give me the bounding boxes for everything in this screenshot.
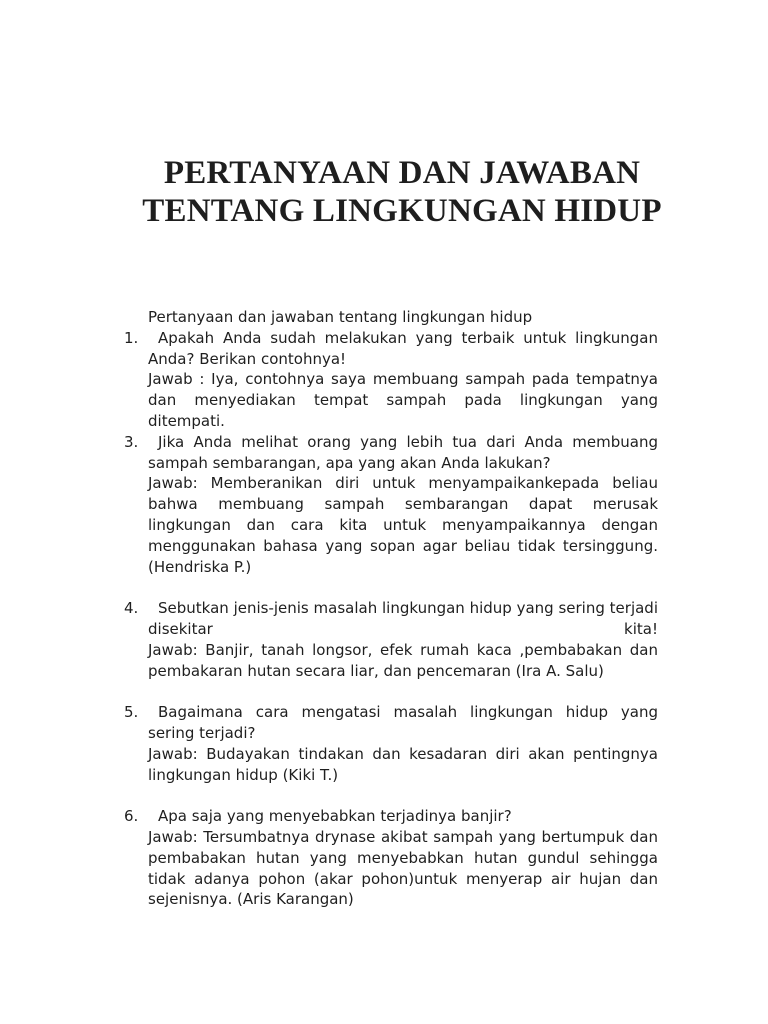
answer-text: Jawab : Iya, contohnya saya membuang sampah pada tempatnya dan menyediakan tempat sampah pada lingkungan yang ditempati.: [148, 370, 658, 430]
qa-item: [0, 598, 658, 681]
item-number: 5.: [124, 703, 139, 722]
question-text: Apa saja yang menyebabkan terjadinya banjir?: [158, 807, 512, 826]
answer-text: Jawab: Memberanikan diri untuk menyampaikankepada beliau bahwa membuang sampah sembarangan dapat merusak lingkungan dan cara kita untuk menyampaikannya dengan menggunakan bahasa yang sopan agar beliau tidak tersinggung. (Hendriska P.): [148, 474, 658, 576]
question-text: Apakah Anda sudah melakukan yang terbaik untuk lingkungan Anda? Berikan contohnya!: [148, 328, 658, 368]
question-text: Bagaimana cara mengatasi masalah lingkungan hidup yang sering terjadi?: [148, 703, 658, 742]
answer-text: Jawab: Tersumbatnya drynase akibat sampah yang bertumpuk dan pembabakan hutan yang menyebabkan hutan gundul sehingga tidak adanya pohon (akar pohon)untuk menyerap air hujan dan sejenisnya. (Aris Karangan): [148, 827, 658, 909]
qa-item: [0, 432, 658, 578]
item-number: 6.: [124, 807, 139, 826]
question-text: Sebutkan jenis-jenis masalah lingkungan hidup yang sering terjadi disekitar kita!: [148, 599, 658, 638]
item-number: 1.: [124, 328, 139, 347]
question-text: Jika Anda melihat orang yang lebih tua dari Anda membuang sampah sembarangan, apa yang akan Anda lakukan?: [148, 432, 658, 472]
document-body: [0, 307, 768, 910]
qa-item: [0, 806, 658, 910]
answer-text: Jawab: Banjir, tanah longsor, efek rumah kaca ,pembabakan dan pembakaran hutan secara liar, dan pencemaran (Ira A. Salu): [148, 640, 658, 680]
answer-text: Jawab: Budayakan tindakan dan kesadaran diri akan pentingnya lingkungan hidup (Kiki T.): [148, 744, 658, 784]
intro-text: Pertanyaan dan jawaban tentang lingkungan hidup: [148, 308, 533, 326]
qa-item: [0, 328, 658, 432]
document-title: PERTANYAAN DAN JAWABAN TENTANG LINGKUNGAN HIDUP: [142, 155, 662, 229]
item-number: 4.: [124, 599, 139, 618]
qa-item: [0, 702, 658, 785]
item-number: 3.: [124, 432, 139, 451]
